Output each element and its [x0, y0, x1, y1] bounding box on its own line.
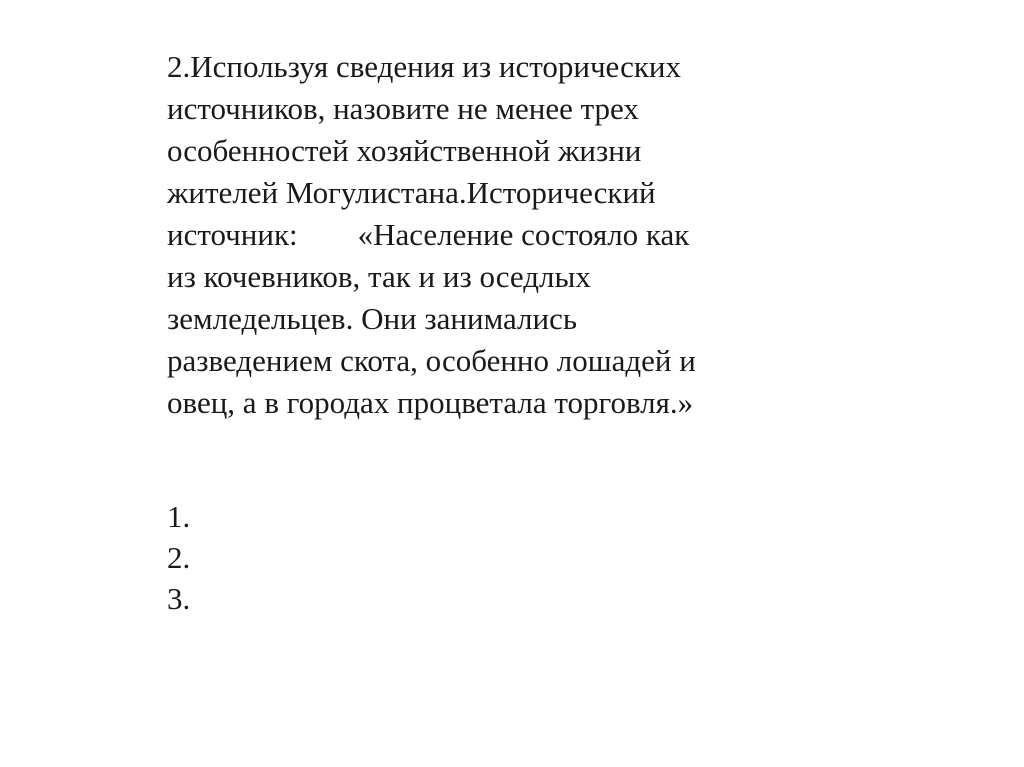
task-line: 2.Используя сведения из исторических — [167, 49, 681, 84]
answer-number-2: 2. — [167, 540, 191, 575]
answer-list — [167, 496, 190, 619]
task-line: из кочевников, так и из оседлых — [167, 259, 591, 294]
quote-start: «Население состояло как — [357, 217, 690, 252]
task-line — [167, 214, 787, 256]
answer-number-1: 1. — [167, 499, 191, 534]
task-line: овец, а в городах процветала торговля.» — [167, 385, 694, 420]
task-line: особенностей хозяйственной жизни — [167, 133, 642, 168]
source-label: источник: — [167, 217, 298, 252]
task-line: земледельцев. Они занимались — [167, 301, 577, 336]
task-line: жителей Могулистана.Исторический — [167, 175, 656, 210]
task-line: источников, назовите не менее трех — [167, 91, 639, 126]
task-text — [167, 46, 787, 424]
task-line: разведением скота, особенно лошадей и — [167, 343, 696, 378]
answer-number-3: 3. — [167, 581, 191, 616]
